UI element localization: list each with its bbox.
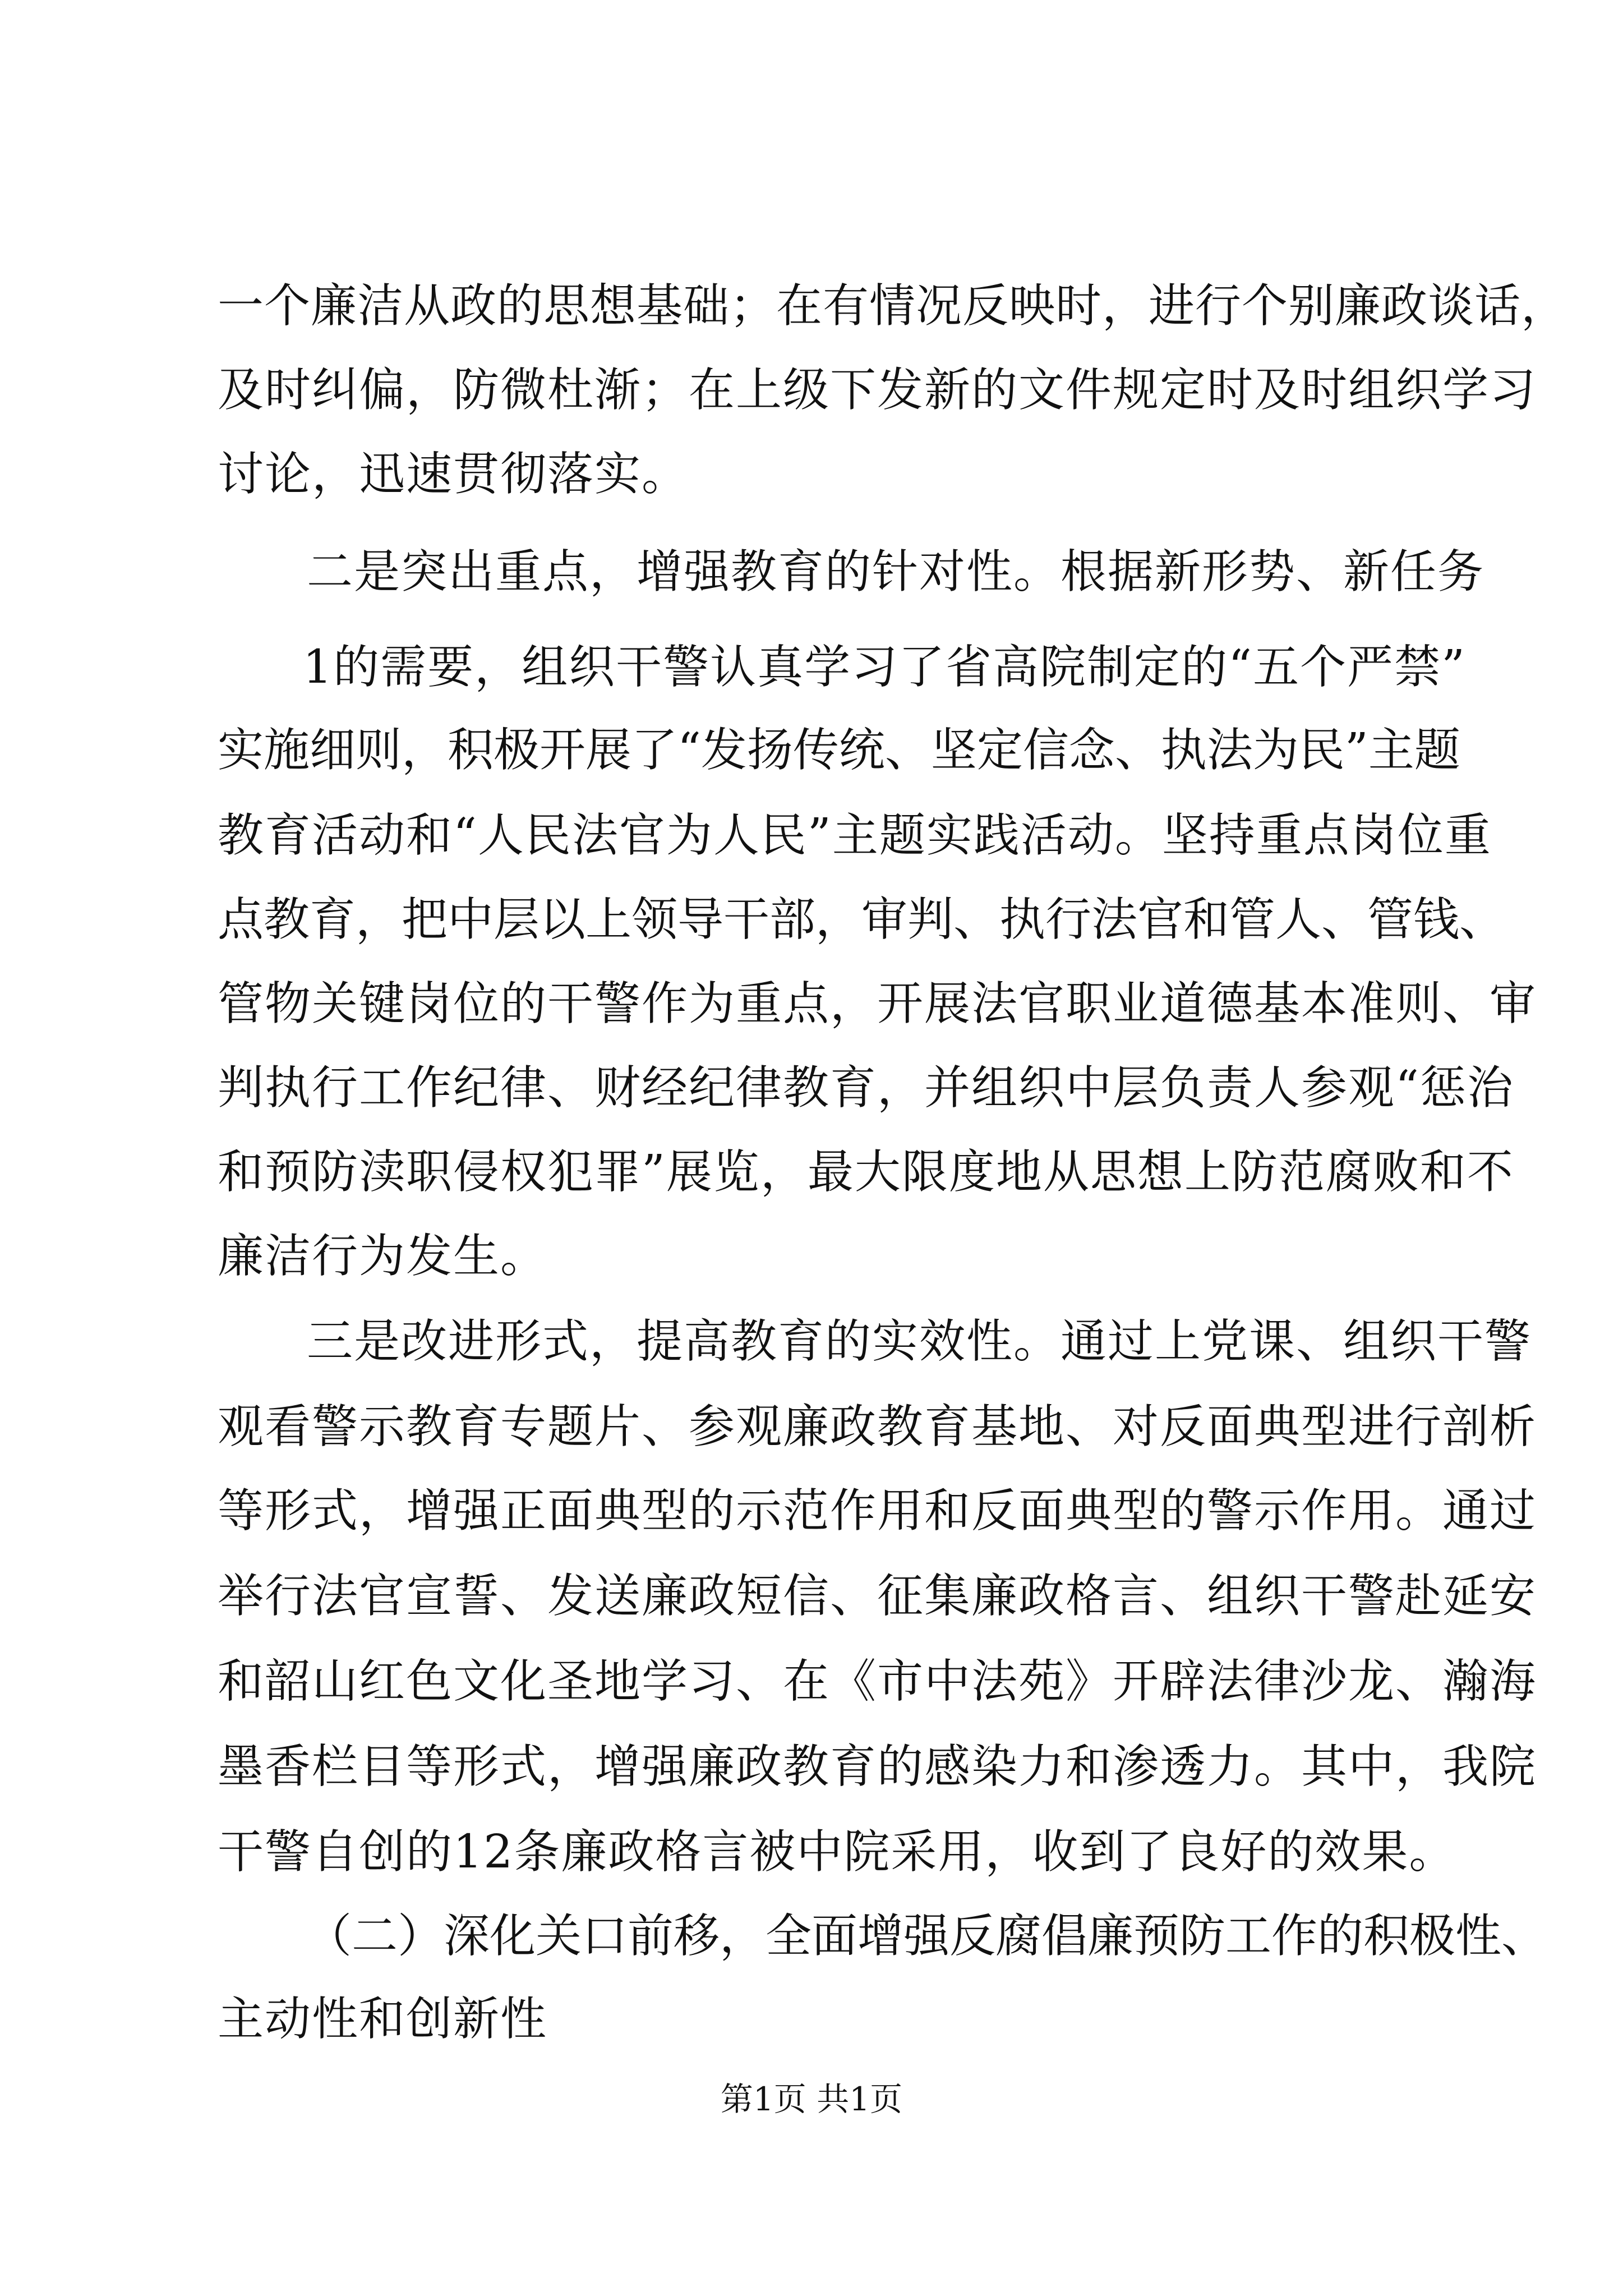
text-line: 主动性和创新性 (218, 1993, 548, 2046)
text-line: 和韶山红色文化圣地学习、在《市中法苑》开辟法律沙龙、瀚海 (218, 1655, 1537, 1708)
text-line: 干警自创的12条廉政格言被中院采用，收到了良好的效果。 (218, 1825, 1456, 1879)
text-line: 等形式，增强正面典型的示范作用和反面典型的警示作用。通过 (218, 1484, 1537, 1538)
text-line: 管物关键岗位的干警作为重点，开展法官职业道德基本准则、审 (218, 977, 1537, 1030)
text-line: 一个廉洁从政的思想基础；在有情况反映时，进行个别廉政谈话， (218, 279, 1568, 333)
paragraph-three-heading: 三是改进形式，提高教育的实效性。通过上党课、组织干警 (307, 1315, 1532, 1368)
text-line: 观看警示教育专题片、参观廉政教育基地、对反面典型进行剖析 (218, 1400, 1537, 1453)
text-line: 廉洁行为发生。 (218, 1230, 548, 1283)
section-heading: （二）深化关口前移，全面增强反腐倡廉预防工作的积极性、 (306, 1910, 1548, 1963)
text-line: 及时纠偏，防微杜渐；在上级下发新的文件规定时及时组织学习 (218, 364, 1537, 417)
page-footer: 第1页 共1页 (720, 2080, 903, 2118)
text-line: 举行法官宣誓、发送廉政短信、征集廉政格言、组织干警赴延安 (218, 1570, 1537, 1623)
text-line: 点教育，把中层以上领导干部，审判、执行法官和管人、管钱、 (218, 893, 1506, 946)
text-line: 1的需要，组织干警认真学习了省高院制定的“五个严禁” (303, 641, 1467, 694)
text-line: 教育活动和“人民法官为人民”主题实践活动。坚持重点岗位重 (218, 809, 1492, 862)
text-line: 和预防渎职侵权犯罪”展览，最大限度地从思想上防范腐败和不 (218, 1145, 1514, 1199)
paragraph-two-heading: 二是突出重点，增强教育的针对性。根据新形势、新任务 (307, 545, 1485, 599)
text-line: 实施细则，积极开展了“发扬传统、坚定信念、执法为民”主题 (218, 724, 1460, 777)
text-line: 墨香栏目等形式，增强廉政教育的感染力和渗透力。其中，我院 (218, 1740, 1537, 1793)
text-line: 讨论，迅速贯彻落实。 (218, 448, 689, 501)
text-line: 判执行工作纪律、财经纪律教育，并组织中层负责人参观“惩治 (218, 1061, 1514, 1115)
